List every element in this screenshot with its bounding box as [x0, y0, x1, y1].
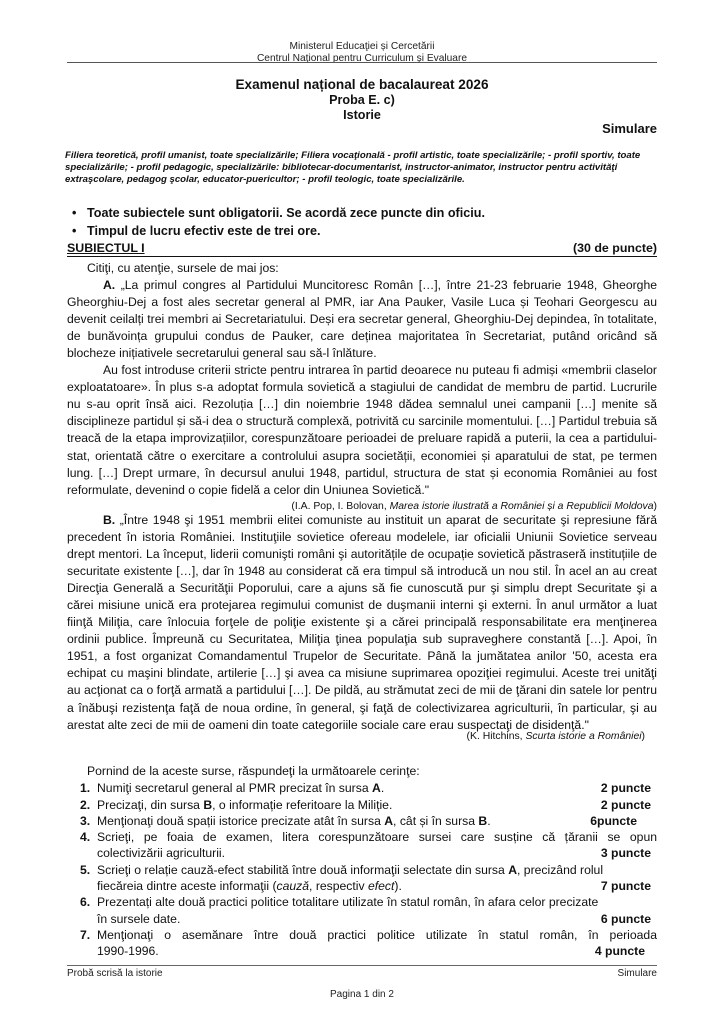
- footer-divider: [67, 965, 657, 966]
- question-text-cont: în sursele date.: [97, 911, 181, 926]
- question-number: 6.: [80, 895, 91, 910]
- question-number: 4.: [80, 830, 91, 845]
- source-b-label: B.: [103, 513, 116, 527]
- question-text-cont: 1990-1996.: [97, 944, 159, 959]
- question-text: Prezentați alte două practici politice totalitare utilizate în statul român, în afara celor precizate: [97, 895, 599, 910]
- center-name: Centrul Naţional pentru Curriculum şi Evaluare: [256, 53, 468, 64]
- question-1: [67, 780, 657, 796]
- source-b-citation: (K. Hitchins, Scurta istorie a României): [466, 731, 645, 742]
- question-text: Menţionaţi două spații istorice precizate atât în sursa A, cât și în sursa B.: [97, 813, 491, 828]
- exam-rules: [67, 204, 657, 240]
- question-5: [67, 862, 657, 895]
- question-text-cont: colectivizării agriculturii.: [97, 846, 226, 861]
- source-a-paragraph-1: A. „La primul congres al Partidului Muncitoresc Român […], între 21-23 februarie 1948, Gheorghe Gheorghiu-Dej a fost ales secretar general al PMR, iar Ana Pauker, Vasile Luca și Teohari Georgescu au devenit ceilalți trei membri ai Secretariatului. Deși era secretar general, Gheorghiu-Dej depindea, în totalitate, de bunăvoința grupului condus de Pauker, care deținea majoritatea în Secretariat, putând oricând să blocheze inițiativele secretarului general sau să-l înlăture.: [67, 278, 657, 361]
- question-text: Menţionaţi o asemănare între două practici politice utilizate în statul român, în perioada: [97, 927, 657, 942]
- rule-item: • Toate subiectele sunt obligatorii. Se acordă zece puncte din oficiu.: [72, 206, 485, 220]
- ministry-name: Ministerul Educaţiei și Cercetării: [289, 41, 435, 52]
- question-text-cont: fiecăreia dintre aceste informaţii (cauză, respectiv efect).: [97, 879, 402, 894]
- question-7: [67, 927, 657, 960]
- bullet-icon: •: [72, 206, 77, 220]
- question-4: [67, 829, 657, 862]
- rule-item: • Timpul de lucru efectiv este de trei ore.: [72, 224, 321, 238]
- source-a-label: A.: [103, 278, 116, 293]
- question-points: 4 puncte: [594, 944, 645, 959]
- exam-proba: Proba E. c): [329, 93, 395, 107]
- source-a-paragraph-2: Au fost introduse criterii stricte pentru intrarea în partid deoarece nu puteau fi admiși «membrii claselor exploatatoare». În plus s-a adoptat formula sovietică a stagiului de candidat de membru de partid. Lucrurile nu s-au oprit însă aici. Rezoluția […] din noiembrie 1948 dădea semnalul unei campanii […] menite să disciplineze partidul și să-i dea o structură complexă, potrivită cu sarcinile momentului. […] Partidul trebuia să treacă de la etapa improvizațiilor, corespunzătoare perioadei de preluare rapidă a puterii, la cea a partidului-stat, orientată către o exercitare a controlului asupra societății, economiei și aparatului de stat, pe termen lung. […] Drept urmare, în decursul anului 1948, partidul, structura de stat și economia României au fost reformulate, devenind o copie fidelă a celor din Uniunea Sovietică.": [67, 363, 657, 497]
- exam-title: Examenul național de bacalaureat 2026: [235, 77, 489, 92]
- sources-block: [67, 260, 657, 514]
- question-text: Numiţi secretarul general al PMR precizat în sursa A.: [97, 781, 385, 796]
- subject-points: (30 de puncte): [573, 241, 657, 255]
- question-number: 1.: [80, 781, 91, 796]
- question-points: 2 puncte: [600, 797, 651, 812]
- questions-intro: Pornind de la aceste surse, răspundeţi la următoarele cerinţe:: [87, 764, 420, 778]
- question-points: 6puncte: [590, 813, 637, 828]
- subject-heading: [67, 241, 657, 257]
- sources-intro: Citiţi, cu atenţie, sursele de mai jos:: [87, 261, 279, 275]
- source-a-citation: (I.A. Pop, I. Bolovan, Marea istorie ilustrată a României și a Republicii Moldova): [291, 500, 657, 512]
- filiera-description: Filiera teoretică, profil umanist, toate specializările; Filiera vocaţională - profil artistic, toate specializările; - profil sportiv, toate specializările; - profil pedagogic, specializările: bibliotecar-documentarist, instructor-animator, instructor pentru activităţi extraşcolare, pedagog şcolar, educator-puericultor; - profil teologic, toate specializările.: [65, 150, 641, 186]
- exam-subject: Istorie: [343, 108, 381, 122]
- question-points: 7 puncte: [600, 879, 651, 894]
- question-points: 6 puncte: [600, 911, 651, 926]
- questions-list: [67, 763, 657, 960]
- subject-title: SUBIECTUL I: [67, 241, 145, 255]
- question-text: Scrieţi, pe foaia de examen, litera corespunzătoare sursei care susține că țăranii se opun: [97, 830, 657, 845]
- footer-exam-name: Probă scrisă la istorie: [67, 968, 163, 979]
- question-points: 3 puncte: [600, 846, 651, 861]
- question-text: Precizaţi, din sursa B, o informație referitoare la Miliție.: [97, 797, 393, 812]
- question-number: 5.: [80, 862, 91, 877]
- question-6: [67, 894, 657, 927]
- question-number: 2.: [80, 797, 91, 812]
- source-b-paragraph: B. „Între 1948 şi 1951 membrii elitei comuniste au instituit un aparat de securitate şi represiune fără precedent în istoria României. Instituţiile sovietice ofereau modelele, iar oficialii Uniunii Sovietice serveau drept mentori. La început, liderii comunişti români şi autoritățile de ocupație sovietică păstraseră instituțiile de securitate existente […], dar în 1948 au considerat că era timpul să introducă un nou stil. În acel an au creat Direcţia Generală a Securităţii Poporului, care a ajuns să fie cunoscută pur şi simplu drept Securitate şi a cărei misiune unică era protejarea regimului comunist de duşmanii interni şi externi. În anul următor a luat fiinţă Miliţia, care înlocuia forţele de poliţie existente şi a cărei principală responsabilitate era menţinerea ordinii publice. Împreună cu Securitatea, Miliţia ţinea populaţia sub supraveghere constantă […]. Apoi, în 1951, a fost organizat Comandamentul Trupelor de Securitate. Până la jumătatea anilor '50, acesta era echipat cu maşini blindate, artilerie […] şi avea ca misiune suprimarea opoziţiei regimului. Aceste trei unităţi au acţionat ca o forţă armată a partidului […]. De pildă, au strămutat zeci de mii de ţărani din satele lor pentru a înăbuşi rezistenţa faţă de noua ordine, în general, şi faţă de colectivizarea agriculturii, în particular, şi au arestat alte zeci de mii de oameni din toate categoriile sociale care erau suspectaţi de disidenţă.": [67, 513, 657, 732]
- question-points: 2 puncte: [600, 781, 651, 796]
- question-2: [67, 797, 657, 813]
- question-number: 7.: [80, 927, 91, 942]
- question-3: [67, 813, 657, 829]
- source-b-block: [67, 512, 657, 734]
- header-divider: [67, 62, 657, 63]
- session-label: Simulare: [602, 121, 657, 136]
- question-number: 3.: [80, 813, 91, 828]
- footer-session: Simulare: [617, 968, 657, 979]
- bullet-icon: •: [72, 224, 77, 238]
- question-text: Scrieţi o relație cauză-efect stabilită între două informaţii selectate din sursa A, precizând rolul: [97, 862, 604, 877]
- page-number: Pagina 1 din 2: [330, 989, 394, 1000]
